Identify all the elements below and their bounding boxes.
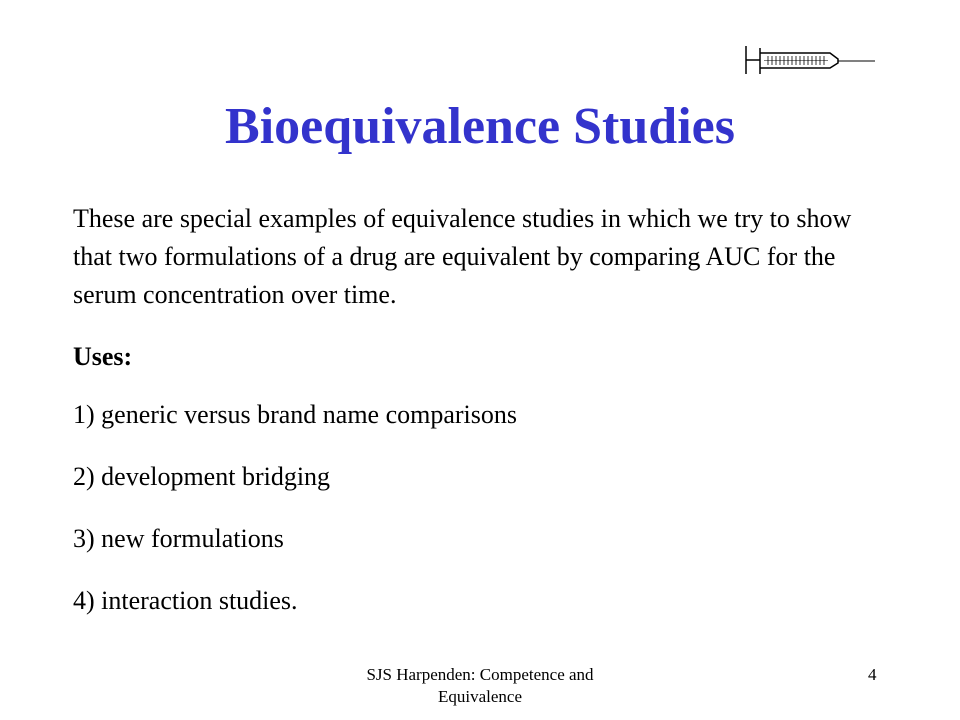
list-item: 2) development bridging (73, 462, 331, 491)
syringe-icon (744, 44, 876, 78)
page-number: 4 (868, 665, 877, 684)
intro-paragraph: These are special examples of equivalence studies in which we try to show that two formulations of a drug are equivalent by comparing AUC for the serum concentration over time. (73, 204, 852, 309)
list-item: 3) new formulations (73, 524, 284, 553)
footer-line-1: SJS Harpenden: Competence and (366, 665, 594, 684)
list-item: 1) generic versus brand name comparisons (73, 400, 518, 429)
slide-body (73, 200, 893, 615)
footer-line-2: Equivalence (437, 687, 522, 706)
uses-list (73, 396, 517, 644)
footer-text (330, 664, 630, 708)
list-item: 4) interaction studies. (73, 586, 298, 615)
slide-title: Bioequivalence Studies (225, 98, 735, 155)
uses-heading: Uses: (73, 342, 133, 371)
